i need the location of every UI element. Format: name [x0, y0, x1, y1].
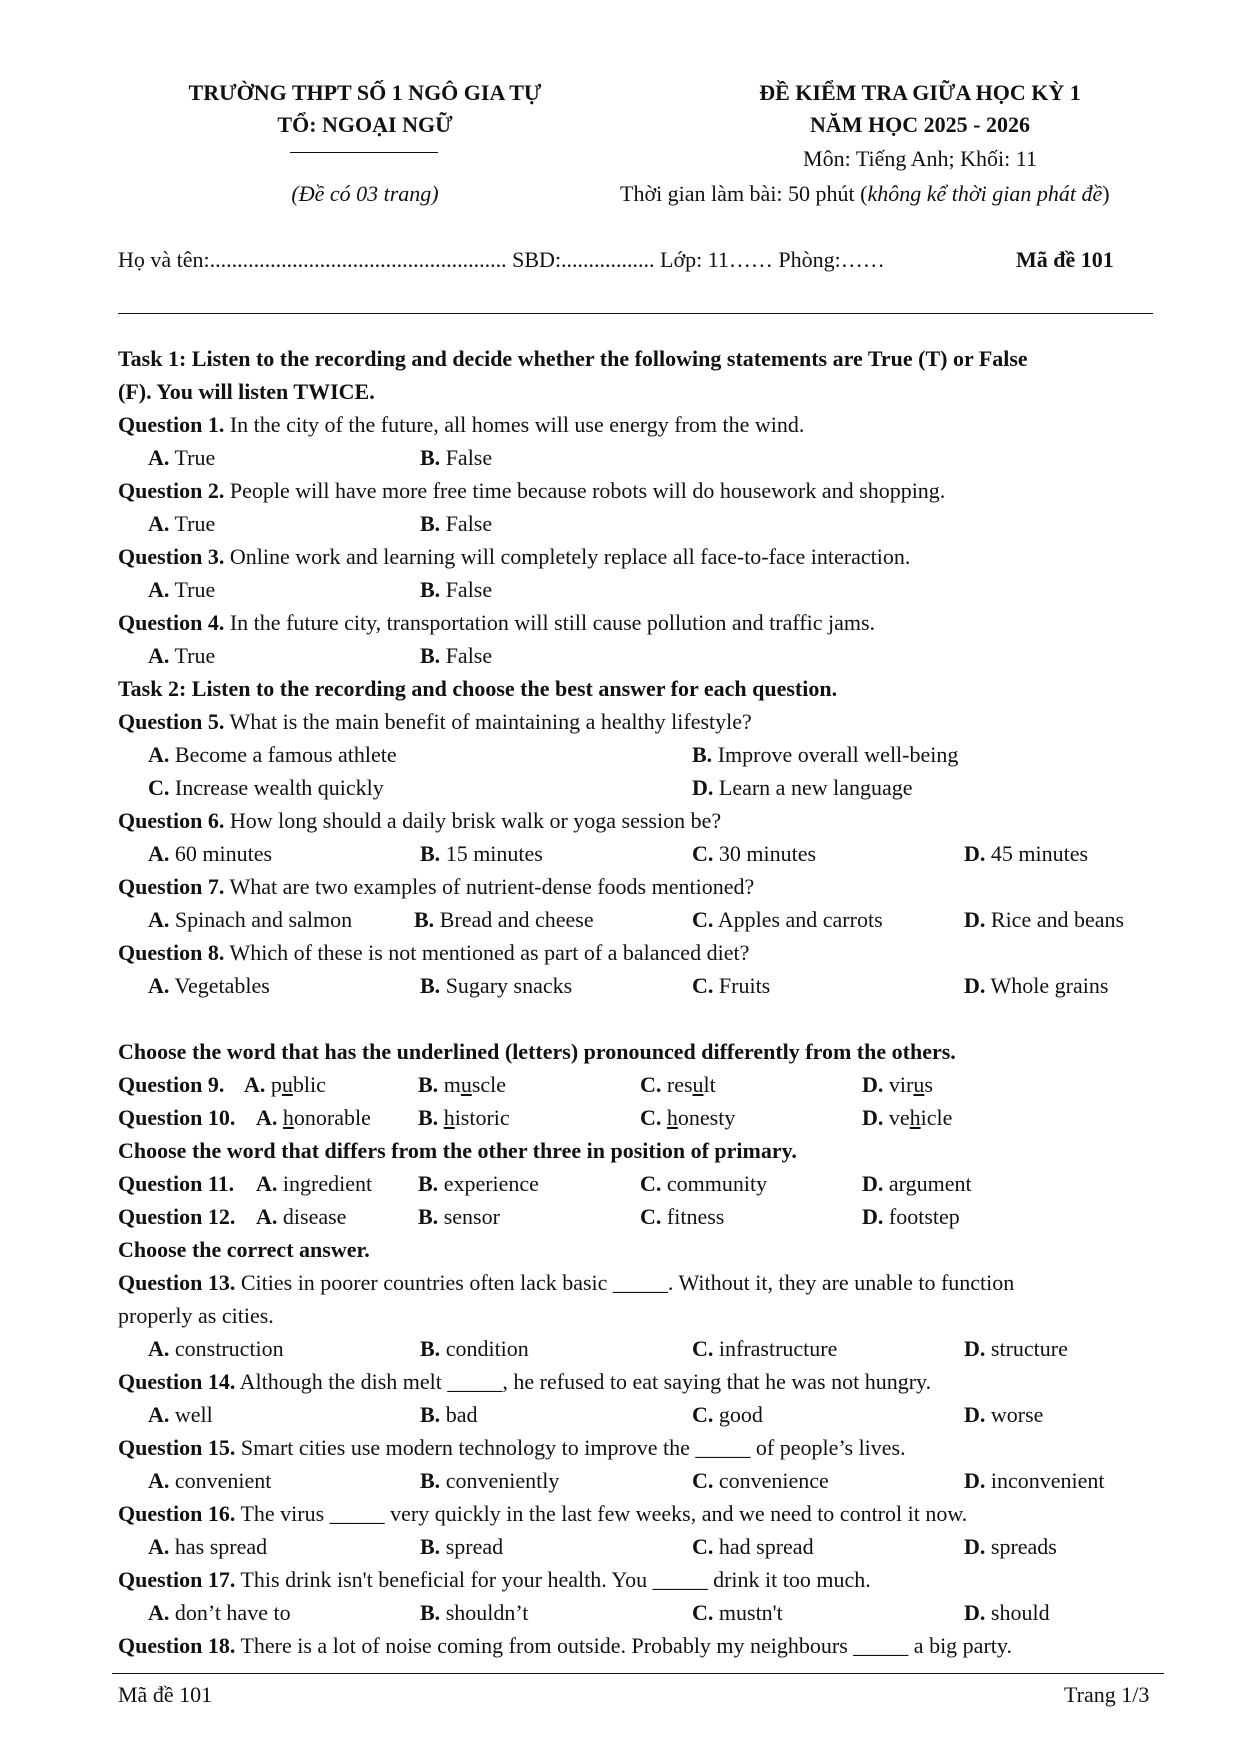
word-part: p	[270, 1072, 282, 1097]
task1-heading-cont: (F). You will listen TWICE.	[118, 379, 375, 404]
option-letter: B.	[418, 1171, 439, 1196]
underlined-letters: h	[909, 1105, 921, 1130]
question-text: In the city of the future, all homes will use energy from the wind.	[224, 412, 805, 437]
option-letter: D.	[692, 775, 714, 800]
option-letter: C.	[692, 1402, 714, 1427]
option-text: condition	[445, 1336, 529, 1361]
option-text: well	[174, 1402, 213, 1427]
q13-option-d[interactable]	[964, 1336, 1068, 1362]
word-part: blic	[292, 1072, 326, 1097]
question-13	[118, 1270, 1014, 1296]
question-16	[118, 1501, 967, 1527]
option-text: False	[445, 577, 493, 602]
q6-option-d[interactable]	[964, 841, 1088, 867]
option-text: Become a famous athlete	[174, 742, 397, 767]
q7-option-d[interactable]	[964, 907, 1124, 933]
question-label: Question 13.	[118, 1270, 236, 1295]
option-text: Learn a new language	[718, 775, 913, 800]
option-letter: D.	[862, 1204, 884, 1229]
underlined-letters: u	[460, 1072, 472, 1097]
underlined-letters: h	[282, 1105, 294, 1130]
q13-option-c[interactable]	[692, 1336, 837, 1362]
q11-option-c[interactable]	[640, 1171, 767, 1197]
exam-title: ĐỀ KIỂM TRA GIỮA HỌC KỲ 1	[759, 80, 1081, 105]
q16-option-c[interactable]	[692, 1534, 814, 1560]
question-2	[118, 478, 945, 504]
option-letter: B.	[420, 445, 441, 470]
question-label: Question 1.	[118, 412, 225, 437]
q3-option-b[interactable]	[420, 577, 492, 603]
option-letter: B.	[420, 1534, 441, 1559]
option-letter: A.	[148, 907, 170, 932]
q16-option-b[interactable]	[420, 1534, 503, 1560]
option-letter: B.	[414, 907, 435, 932]
task2-heading: Task 2: Listen to the recording and choose the best answer for each question.	[118, 676, 838, 701]
question-text: There is a lot of noise coming from outside. Probably my neighbours _____ a big party.	[235, 1633, 1012, 1658]
option-text: True	[174, 577, 216, 602]
option-letter: D.	[862, 1072, 884, 1097]
option-letter: C.	[148, 775, 170, 800]
option-text: Vegetables	[174, 973, 270, 998]
option-text: 30 minutes	[718, 841, 817, 866]
option-text: Whole grains	[990, 973, 1109, 998]
option-text: argument	[888, 1171, 972, 1196]
option-letter: B.	[420, 643, 441, 668]
option-letter: B.	[420, 511, 441, 536]
underlined-letters: h	[443, 1105, 455, 1130]
subject-line: Môn: Tiếng Anh; Khối: 11	[803, 146, 1037, 171]
underlined-letters: u	[692, 1072, 704, 1097]
footer-rule	[112, 1673, 1164, 1674]
question-6	[118, 808, 721, 834]
underlined-letters: u	[281, 1072, 293, 1097]
q9-option-b[interactable]	[418, 1072, 506, 1098]
question-label: Question 9.	[118, 1072, 225, 1097]
option-text: conveniently	[445, 1468, 560, 1493]
q17-option-c[interactable]	[692, 1600, 783, 1626]
question-label: Question 15.	[118, 1435, 236, 1460]
option-text: spreads	[990, 1534, 1057, 1559]
option-text: inconvenient	[990, 1468, 1105, 1493]
q3-option-a[interactable]	[148, 577, 215, 603]
q12-option-b[interactable]	[418, 1204, 500, 1230]
q8-option-d[interactable]	[964, 973, 1108, 999]
task1-heading: Task 1: Listen to the recording and decide whether the following statements are True (T) or False	[118, 346, 1028, 371]
option-letter: A.	[148, 1402, 170, 1427]
question-label: Question 11.	[118, 1171, 235, 1196]
option-letter: A.	[256, 1171, 278, 1196]
option-letter: C.	[640, 1105, 662, 1130]
option-letter: A.	[148, 643, 170, 668]
option-letter: A.	[148, 973, 170, 998]
question-text: Which of these is not mentioned as part of a balanced diet?	[224, 940, 750, 965]
option-letter: B.	[420, 973, 441, 998]
option-letter: A.	[256, 1204, 278, 1229]
option-letter: D.	[862, 1171, 884, 1196]
option-letter: A.	[148, 1468, 170, 1493]
q11-option-d[interactable]	[862, 1171, 972, 1197]
option-letter: C.	[692, 841, 714, 866]
word-part: res	[666, 1072, 693, 1097]
pronunciation-heading: Choose the word that has the underlined (letters) pronounced differently from the others.	[118, 1039, 956, 1064]
option-letter: C.	[692, 1336, 714, 1361]
option-letter: B.	[420, 577, 441, 602]
q6-option-c[interactable]	[692, 841, 816, 867]
q12-option-a[interactable]	[256, 1204, 346, 1230]
q16-option-d[interactable]	[964, 1534, 1057, 1560]
underlined-letters: u	[913, 1072, 925, 1097]
option-letter: A.	[148, 511, 170, 536]
option-text: good	[718, 1402, 763, 1427]
option-letter: C.	[692, 973, 714, 998]
option-letter: D.	[964, 907, 986, 932]
school-year: NĂM HỌC 2025 - 2026	[810, 112, 1030, 137]
question-text: Cities in poorer countries often lack basic _____. Without it, they are unable to function	[235, 1270, 1015, 1295]
school-name: TRƯỜNG THPT SỐ 1 NGÔ GIA TỰ	[188, 80, 542, 105]
word-part: istoric	[454, 1105, 510, 1130]
underlined-letters: h	[666, 1105, 678, 1130]
question-label: Question 6.	[118, 808, 225, 833]
time-note: không kể thời gian phát đề	[867, 181, 1103, 206]
q9-option-a[interactable]	[244, 1072, 326, 1098]
question-label: Question 4.	[118, 610, 225, 635]
option-letter: A.	[148, 742, 170, 767]
q15-option-a[interactable]	[148, 1468, 271, 1494]
option-letter: D.	[964, 973, 986, 998]
question-label: Question 3.	[118, 544, 225, 569]
q17-option-a[interactable]	[148, 1600, 291, 1626]
word-part: scle	[471, 1072, 507, 1097]
option-letter: D.	[964, 1336, 986, 1361]
question-1	[118, 412, 804, 438]
option-text: True	[174, 445, 216, 470]
word-part: m	[443, 1072, 461, 1097]
q10-option-c[interactable]	[640, 1105, 735, 1131]
option-letter: D.	[964, 1534, 986, 1559]
q6-option-b[interactable]	[420, 841, 543, 867]
q10-option-b[interactable]	[418, 1105, 510, 1131]
option-text: False	[445, 511, 493, 536]
question-text: Smart cities use modern technology to improve the _____ of people’s lives.	[235, 1435, 906, 1460]
q4-option-a[interactable]	[148, 643, 215, 669]
question-text: Online work and learning will completely replace all face-to-face interaction.	[224, 544, 911, 569]
word-part: onorable	[293, 1105, 371, 1130]
word-part: ve	[888, 1105, 910, 1130]
q2-option-b[interactable]	[420, 511, 492, 537]
q8-option-a[interactable]	[148, 973, 270, 999]
department-name: TỔ: NGOẠI NGỮ	[277, 112, 453, 137]
q7-option-a[interactable]	[148, 907, 352, 933]
option-text: convenient	[174, 1468, 272, 1493]
question-15	[118, 1435, 906, 1461]
question-label: Question 10.	[118, 1105, 236, 1130]
option-letter: B.	[418, 1105, 439, 1130]
option-letter: C.	[640, 1204, 662, 1229]
option-text: Increase wealth quickly	[174, 775, 384, 800]
q1-option-a[interactable]	[148, 445, 215, 471]
option-letter: B.	[692, 742, 713, 767]
q4-option-b[interactable]	[420, 643, 492, 669]
option-text: bad	[445, 1402, 478, 1427]
question-text: How long should a daily brisk walk or yoga session be?	[224, 808, 722, 833]
option-text: infrastructure	[718, 1336, 838, 1361]
q10-option-d[interactable]	[862, 1105, 952, 1131]
option-letter: C.	[640, 1072, 662, 1097]
option-text: footstep	[888, 1204, 960, 1229]
question-11	[118, 1171, 234, 1197]
question-text: In the future city, transportation will still cause pollution and traffic jams.	[224, 610, 876, 635]
option-letter: A.	[148, 1336, 170, 1361]
q8-option-c[interactable]	[692, 973, 770, 999]
time-suffix: )	[1102, 181, 1110, 206]
option-text: Sugary snacks	[445, 973, 573, 998]
option-text: Spinach and salmon	[174, 907, 353, 932]
option-text: False	[445, 643, 493, 668]
option-text: disease	[282, 1204, 347, 1229]
question-text: The virus _____ very quickly in the last few weeks, and we need to control it now.	[235, 1501, 968, 1526]
q15-option-c[interactable]	[692, 1468, 829, 1494]
time-line	[620, 181, 1110, 207]
option-text: community	[666, 1171, 768, 1196]
question-3	[118, 544, 910, 570]
pages-note: (Đề có 03 trang)	[291, 181, 439, 206]
q5-option-b[interactable]	[692, 742, 958, 768]
option-letter: A.	[256, 1105, 278, 1130]
q5-option-a[interactable]	[148, 742, 397, 768]
option-letter: D.	[862, 1105, 884, 1130]
option-text: construction	[174, 1336, 284, 1361]
question-4	[118, 610, 875, 636]
option-text: False	[445, 445, 493, 470]
correct-answer-heading: Choose the correct answer.	[118, 1237, 370, 1262]
option-letter: B.	[420, 1336, 441, 1361]
q7-option-c[interactable]	[692, 907, 883, 933]
question-label: Question 16.	[118, 1501, 236, 1526]
option-letter: B.	[420, 1402, 441, 1427]
question-text: People will have more free time because robots will do housework and shopping.	[224, 478, 946, 503]
option-text: don’t have to	[174, 1600, 291, 1625]
option-letter: D.	[964, 841, 986, 866]
q16-option-a[interactable]	[148, 1534, 267, 1560]
option-letter: C.	[640, 1171, 662, 1196]
option-letter: B.	[418, 1072, 439, 1097]
option-letter: B.	[420, 841, 441, 866]
option-text: True	[174, 643, 216, 668]
q10-option-a[interactable]	[256, 1105, 371, 1131]
question-label: Question 14.	[118, 1369, 236, 1394]
stress-heading: Choose the word that differs from the other three in position of primary.	[118, 1138, 797, 1163]
student-info-line: Họ và tên:...................................................... SBD:................. Lớp: 11…… Phòng:……	[118, 247, 885, 272]
option-text: fitness	[666, 1204, 725, 1229]
option-text: has spread	[174, 1534, 268, 1559]
question-label: Question 17.	[118, 1567, 236, 1592]
option-text: 45 minutes	[990, 841, 1089, 866]
q14-option-a[interactable]	[148, 1402, 213, 1428]
q8-option-b[interactable]	[420, 973, 572, 999]
option-text: Rice and beans	[990, 907, 1125, 932]
option-letter: A.	[244, 1072, 266, 1097]
option-letter: C.	[692, 1534, 714, 1559]
question-7	[118, 874, 754, 900]
question-label: Question 12.	[118, 1204, 236, 1229]
q14-option-d[interactable]	[964, 1402, 1043, 1428]
option-text: True	[174, 511, 216, 536]
option-letter: A.	[148, 1600, 170, 1625]
question-17	[118, 1567, 871, 1593]
q7-option-b[interactable]	[414, 907, 594, 933]
word-part: icle	[920, 1105, 953, 1130]
question-13-cont: properly as cities.	[118, 1303, 274, 1328]
question-label: Question 18.	[118, 1633, 236, 1658]
question-9	[118, 1072, 224, 1098]
option-text: spread	[445, 1534, 504, 1559]
q13-option-a[interactable]	[148, 1336, 284, 1362]
option-letter: C.	[692, 1468, 714, 1493]
footer-exam-code: Mã đề 101	[118, 1682, 213, 1707]
q14-option-b[interactable]	[420, 1402, 477, 1428]
option-text: should	[990, 1600, 1050, 1625]
option-letter: B.	[420, 1468, 441, 1493]
question-12	[118, 1204, 235, 1230]
q9-option-d[interactable]	[862, 1072, 933, 1098]
question-8	[118, 940, 749, 966]
option-letter: D.	[964, 1468, 986, 1493]
q15-option-d[interactable]	[964, 1468, 1105, 1494]
option-text: Fruits	[718, 973, 771, 998]
option-letter: A.	[148, 577, 170, 602]
option-letter: C.	[692, 907, 714, 932]
question-label: Question 7.	[118, 874, 225, 899]
option-text: experience	[443, 1171, 539, 1196]
q17-option-d[interactable]	[964, 1600, 1050, 1626]
question-text: Although the dish melt _____, he refused to eat saying that he was not hungry.	[235, 1369, 932, 1394]
q5-option-d[interactable]	[692, 775, 913, 801]
question-label: Question 2.	[118, 478, 225, 503]
option-text: ingredient	[282, 1171, 373, 1196]
option-letter: A.	[148, 841, 170, 866]
option-text: convenience	[718, 1468, 829, 1493]
q5-option-c[interactable]	[148, 775, 384, 801]
option-text: Apples and carrots	[717, 907, 883, 932]
q2-option-a[interactable]	[148, 511, 215, 537]
header-rule	[118, 313, 1153, 314]
option-letter: B.	[418, 1204, 439, 1229]
question-5	[118, 709, 752, 735]
word-part: lt	[703, 1072, 716, 1097]
question-text: What is the main benefit of maintaining a healthy lifestyle?	[224, 709, 752, 734]
option-text: Bread and cheese	[439, 907, 594, 932]
word-part: onesty	[677, 1105, 736, 1130]
q13-option-b[interactable]	[420, 1336, 529, 1362]
q1-option-b[interactable]	[420, 445, 492, 471]
option-text: worse	[990, 1402, 1044, 1427]
option-text: had spread	[718, 1534, 814, 1559]
option-letter: A.	[148, 1534, 170, 1559]
question-label: Question 8.	[118, 940, 225, 965]
header-divider	[290, 152, 438, 153]
question-text: This drink isn't beneficial for your health. You _____ drink it too much.	[235, 1567, 871, 1592]
q9-option-c[interactable]	[640, 1072, 716, 1098]
option-letter: B.	[420, 1600, 441, 1625]
q11-option-a[interactable]	[256, 1171, 372, 1197]
option-text: 60 minutes	[174, 841, 273, 866]
option-text: Improve overall well-being	[717, 742, 959, 767]
q6-option-a[interactable]	[148, 841, 272, 867]
q11-option-b[interactable]	[418, 1171, 539, 1197]
q12-option-d[interactable]	[862, 1204, 960, 1230]
question-text: What are two examples of nutrient-dense foods mentioned?	[224, 874, 755, 899]
q15-option-b[interactable]	[420, 1468, 559, 1494]
option-text: structure	[990, 1336, 1068, 1361]
question-18	[118, 1633, 1012, 1659]
q17-option-b[interactable]	[420, 1600, 528, 1626]
option-letter: D.	[964, 1600, 986, 1625]
word-part: s	[924, 1072, 933, 1097]
option-text: 15 minutes	[445, 841, 543, 866]
option-letter: A.	[148, 445, 170, 470]
q14-option-c[interactable]	[692, 1402, 763, 1428]
option-text: sensor	[443, 1204, 500, 1229]
option-letter: D.	[964, 1402, 986, 1427]
option-text: shouldn’t	[445, 1600, 529, 1625]
page-number: Trang 1/3	[1064, 1682, 1150, 1707]
q12-option-c[interactable]	[640, 1204, 724, 1230]
time-prefix: Thời gian làm bài: 50 phút (	[620, 181, 868, 206]
question-label: Question 5.	[118, 709, 225, 734]
option-text: mustn't	[718, 1600, 783, 1625]
word-part: vir	[888, 1072, 914, 1097]
question-14	[118, 1369, 931, 1395]
question-10	[118, 1105, 235, 1131]
exam-code: Mã đề 101	[1016, 247, 1114, 272]
option-letter: C.	[692, 1600, 714, 1625]
